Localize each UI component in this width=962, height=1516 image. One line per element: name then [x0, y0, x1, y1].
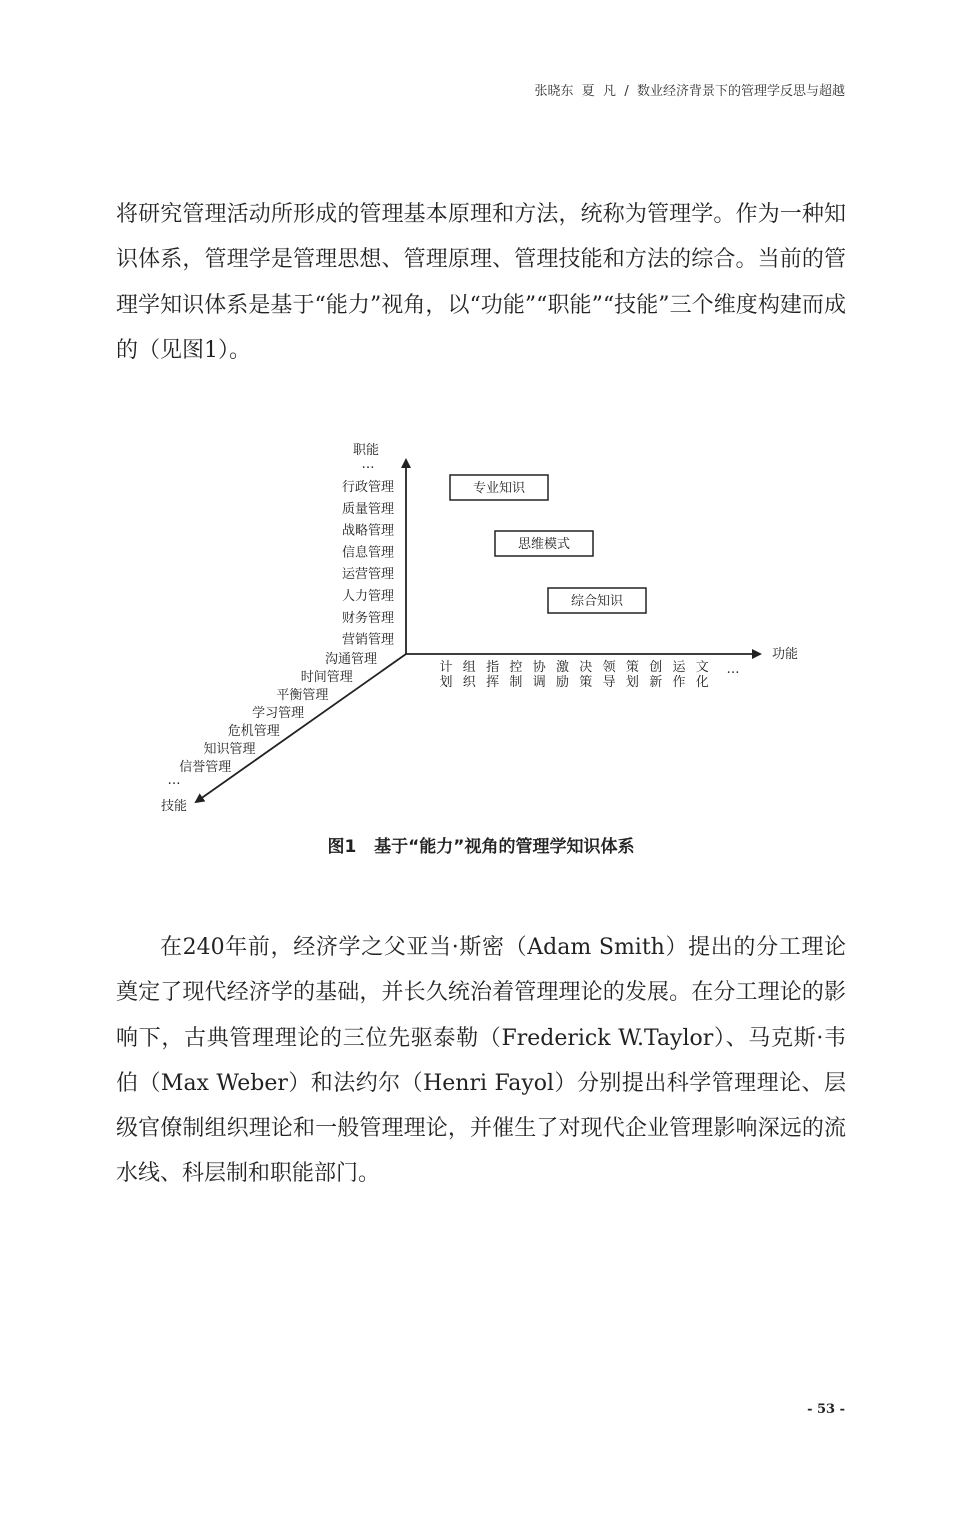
x-axis-item-bottom: 划 [625, 675, 639, 690]
running-header [535, 80, 845, 99]
y-axis-item: 行政管理 [341, 480, 395, 495]
x-axis-item-bottom: 化 [695, 675, 709, 690]
x-axis-item-top: 决 [579, 660, 593, 675]
figure-1 [150, 430, 820, 825]
z-axis-label: 技能 [160, 799, 188, 814]
x-axis-item-top: 协 [532, 660, 546, 675]
y-axis-item: 战略管理 [341, 523, 395, 539]
y-axis-item: 财务管理 [341, 610, 395, 626]
x-axis-item-bottom: 划 [439, 675, 453, 690]
z-axis-item: 知识管理 [203, 742, 256, 757]
x-axis-item-bottom: 励 [555, 675, 570, 690]
x-axis-item-bottom: 调 [532, 675, 546, 690]
knowledge-box-label: 专业知识 [472, 481, 526, 496]
page-number: - 53 - [807, 1402, 845, 1417]
y-axis-item: 质量管理 [341, 501, 395, 517]
x-axis-label: 功能 [772, 647, 799, 662]
z-axis-item: 时间管理 [300, 670, 353, 685]
header-article-title: 数业经济背景下的管理学反思与超越 [636, 84, 845, 99]
x-axis-item-top: 创 [649, 660, 663, 675]
y-axis-item: 信息管理 [341, 545, 395, 561]
x-axis-item-bottom: 制 [509, 675, 523, 690]
y-axis-item: 营销管理 [341, 632, 395, 648]
capability-knowledge-diagram [150, 430, 820, 825]
x-axis-item-bottom: 挥 [486, 675, 500, 690]
z-axis-item: 信誉管理 [179, 760, 232, 775]
knowledge-box-label: 综合知识 [570, 594, 624, 609]
x-axis-item-top: 组 [462, 660, 476, 675]
header-authors: 张晓东 夏 凡 [534, 84, 617, 99]
z-axis-item: 危机管理 [227, 724, 280, 739]
figure-caption: 图1 基于“能力”视角的管理学知识体系 [327, 837, 635, 857]
z-axis-ellipsis: … [167, 773, 181, 788]
y-axis-item: 运营管理 [341, 567, 395, 583]
x-axis-item-top: 计 [439, 660, 453, 675]
y-axis-label: 职能 [352, 443, 380, 458]
z-axis-item: 沟通管理 [324, 652, 378, 667]
x-axis-item-bottom: 作 [672, 675, 686, 690]
x-axis-item-top: 领 [602, 660, 616, 675]
x-axis-ellipsis: … [726, 662, 740, 677]
z-axis-item: 学习管理 [252, 706, 305, 721]
x-axis-item-top: 运 [672, 660, 686, 675]
x-axis-item-bottom: 新 [649, 675, 663, 690]
knowledge-box-label: 思维模式 [517, 537, 571, 552]
y-axis-ellipsis: … [361, 457, 375, 472]
y-axis-item: 人力管理 [341, 589, 395, 604]
x-axis-item-bottom: 策 [579, 675, 593, 690]
header-separator: / [624, 84, 629, 99]
x-axis-item-top: 激 [555, 660, 570, 675]
x-axis-item-bottom: 织 [462, 675, 476, 690]
body-paragraph-2: 在240年前，经济学之父亚当·斯密（Adam Smith）提出的分工理论奠定了现代经济学的基础，并长久统治着管理理论的发展。在分工理论的影响下，古典管理理论的三位先驱泰勒（Frederick W.Taylor）、马克斯·韦伯（Max Weber）和法约尔（Henri Fayol）分别提出科学管理理论、层级官僚制组织理论和一般管理理论，并催生了对现代企业管理影响深远的流水线、科层制和职能部门。 [116, 935, 846, 1187]
x-axis-item-top: 文 [695, 660, 709, 675]
z-axis-item: 平衡管理 [276, 688, 329, 703]
x-axis-item-bottom: 导 [602, 675, 616, 690]
x-axis-item-top: 指 [486, 660, 500, 675]
x-axis-item-top: 控 [509, 660, 523, 675]
x-axis-item-top: 策 [625, 660, 639, 675]
body-paragraph-1: 将研究管理活动所形成的管理基本原理和方法，统称为管理学。作为一种知识体系，管理学是管理思想、管理原理、管理技能和方法的综合。当前的管理学知识体系是基于“能力”视角，以“功能”“职能”“技能”三个维度构建而成的（见图1）。 [116, 202, 846, 363]
